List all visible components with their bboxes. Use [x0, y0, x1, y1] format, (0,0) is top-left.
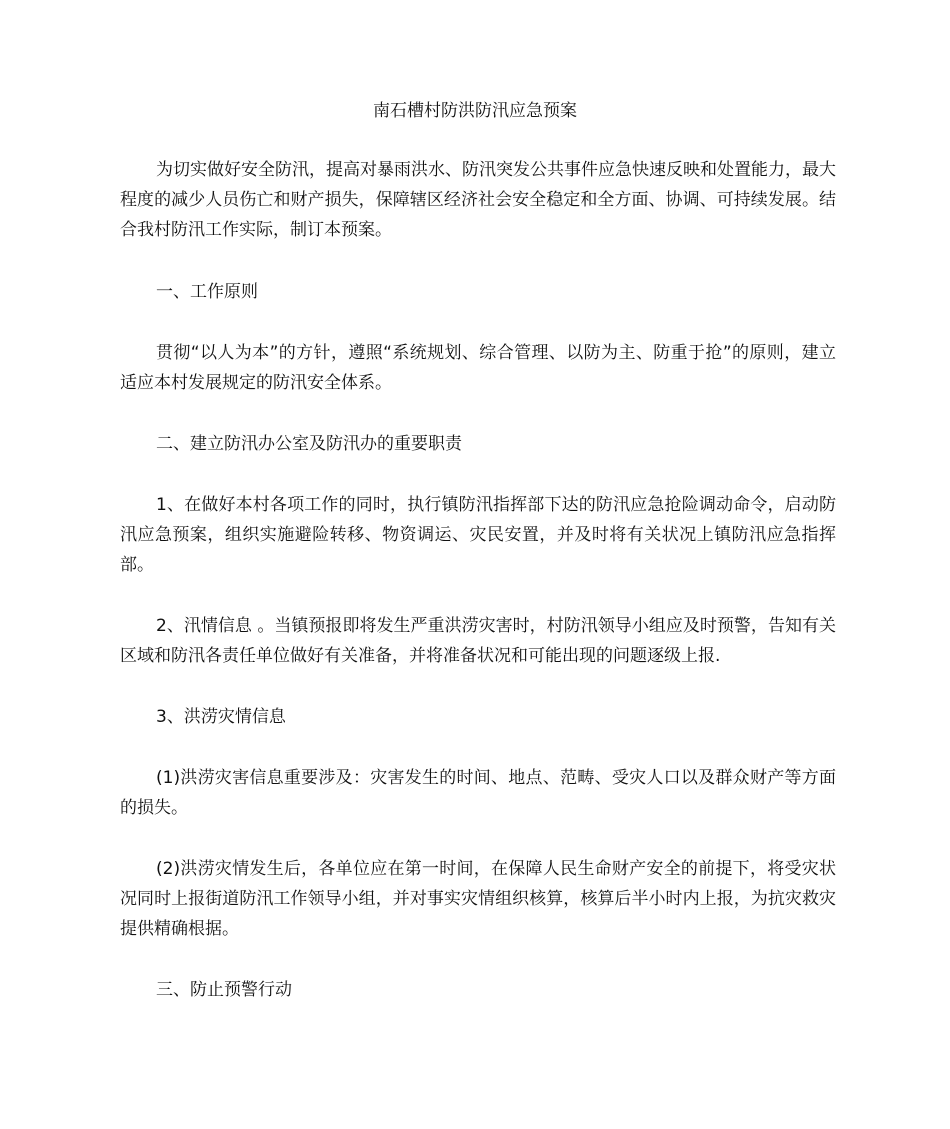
- duty-item-3-sub-2: (2)洪涝灾情发生后，各单位应在第一时间，在保障人民生命财产安全的前提下，将受灾状况同时上报街道防汛工作领导小组，并对事实灾情组织核算，核算后半小时内上报，为抗灾救灾提供精确根据。: [120, 859, 836, 939]
- section-heading-flood-office: 二、建立防汛办公室及防汛办的重要职责: [156, 434, 462, 454]
- duty-item-2: 2、汛情信息 。当镇预报即将发生严重洪涝灾害时，村防汛领导小组应及时预警，告知有关区域和防汛各责任单位做好有关准备，并将准备状况和可能出现的问题逐级上报.: [120, 616, 836, 666]
- section-heading-prevention-warning: 三、防止预警行动: [156, 980, 292, 1000]
- work-principles-paragraph: 贯彻“以人为本”的方针，遵照“系统规划、综合管理、以防为主、防重于抢”的原则，建立适应本村发展规定的防汛安全体系。: [120, 343, 836, 393]
- intro-paragraph: 为切实做好安全防汛，提高对暴雨洪水、防汛突发公共事件应急快速反映和处置能力，最大程度的减少人员伤亡和财产损失，保障辖区经济社会安全稳定和全方面、协调、可持续发展。结合我村防汛工作实际，制订本预案。: [120, 160, 836, 240]
- duty-item-3-sub-1: (1)洪涝灾害信息重要涉及：灾害发生的时间、地点、范畴、受灾人口以及群众财产等方面的损失。: [120, 768, 836, 818]
- document-title: 南石槽村防洪防汛应急预案: [373, 101, 577, 121]
- duty-item-3-heading: 3、洪涝灾情信息: [156, 707, 286, 727]
- section-heading-work-principles: 一、工作原则: [156, 282, 258, 302]
- duty-item-1: 1、在做好本村各项工作的同时，执行镇防汛指挥部下达的防汛应急抢险调动命令，启动防汛应急预案，组织实施避险转移、物资调运、灾民安置，并及时将有关状况上镇防汛应急指挥部。: [120, 495, 836, 575]
